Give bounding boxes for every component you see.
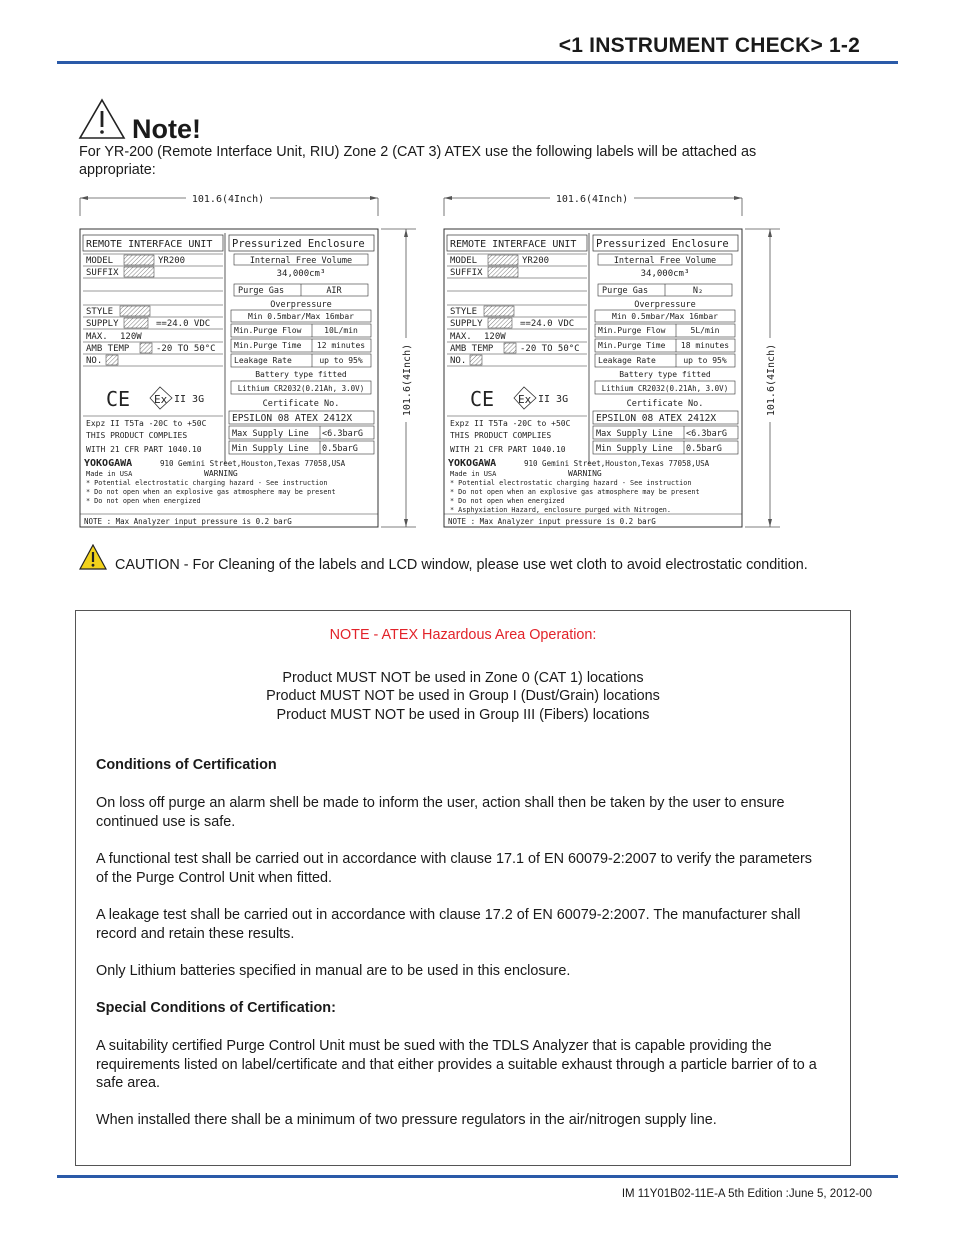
svg-text:0.5barG: 0.5barG [322, 444, 358, 454]
svg-text:==24.0 VDC: ==24.0 VDC [520, 319, 575, 329]
svg-text:Internal Free Volume: Internal Free Volume [613, 256, 717, 266]
svg-text:SUFFIX: SUFFIX [450, 268, 483, 278]
svg-text:Certificate No.: Certificate No. [262, 399, 340, 409]
svg-text:Pressurized Enclosure: Pressurized Enclosure [232, 238, 365, 250]
note-text: For YR-200 (Remote Interface Unit, RIU) Zone 2 (CAT 3) ATEX use the following labels will be attached as appropriate: [79, 144, 757, 178]
svg-text:Battery type fitted: Battery type fitted [255, 370, 347, 379]
svg-text:Min 0.5mbar/Max 16mbar: Min 0.5mbar/Max 16mbar [248, 312, 354, 321]
svg-text:AMB TEMP: AMB TEMP [450, 344, 494, 354]
svg-text:MODEL: MODEL [86, 256, 114, 266]
svg-text:Overpressure: Overpressure [634, 300, 696, 310]
svg-text:Min.Purge Time: Min.Purge Time [598, 341, 666, 350]
page-header-title: <1 INSTRUMENT CHECK> 1-2 [558, 34, 860, 57]
svg-text:Made in USA: Made in USA [86, 470, 133, 478]
atex-line-1: Product MUST NOT be used in Zone 0 (CAT 1) locations [282, 670, 644, 686]
svg-text:II 3G: II 3G [174, 394, 205, 405]
svg-text:==24.0 VDC: ==24.0 VDC [156, 319, 211, 329]
label-dimension-side: 101.6(4Inch) [402, 343, 413, 417]
svg-text:MODEL: MODEL [450, 256, 478, 266]
label-unit: REMOTE INTERFACE UNIT [86, 239, 213, 250]
svg-text:STYLE: STYLE [450, 307, 478, 317]
svg-text:Ex: Ex [518, 393, 532, 406]
svg-text:EPSILON 08 ATEX 2412X: EPSILON 08 ATEX 2412X [596, 413, 717, 424]
svg-text:Lithium CR2032(0.21Ah, 3.0V): Lithium CR2032(0.21Ah, 3.0V) [601, 384, 729, 393]
svg-text:* Potential electrostatic char: * Potential electrostatic charging hazard - See instruction [86, 479, 328, 487]
svg-text:SUPPLY: SUPPLY [86, 319, 119, 329]
svg-text:Min Supply Line: Min Supply Line [596, 444, 673, 454]
svg-text:Expz II T5Ta -20C to +50C: Expz II T5Ta -20C to +50C [450, 419, 571, 428]
svg-text:up to 95%: up to 95% [683, 356, 727, 365]
svg-text:120W: 120W [484, 332, 506, 342]
note-heading: Note! [132, 114, 201, 144]
atex-note-box [75, 610, 851, 1166]
svg-text:<6.3barG: <6.3barG [686, 429, 727, 439]
svg-text:* Do not open when an explosiv: * Do not open when an explosive gas atmosphere may be present [450, 488, 700, 496]
ce-mark-icon: CE [106, 387, 131, 411]
svg-text:Min 0.5mbar/Max 16mbar: Min 0.5mbar/Max 16mbar [612, 312, 718, 321]
svg-text:Battery type fitted: Battery type fitted [619, 370, 711, 379]
svg-text:YR200: YR200 [158, 256, 186, 266]
svg-text:Min Supply Line: Min Supply Line [232, 444, 309, 454]
svg-text:up to 95%: up to 95% [319, 356, 363, 365]
yokogawa-logo: YOKOGAWA [84, 458, 133, 469]
svg-text:Min.Purge Time: Min.Purge Time [234, 341, 302, 350]
atex-note-title: NOTE - ATEX Hazardous Area Operation: [329, 627, 597, 643]
caution-triangle-icon [79, 544, 107, 570]
condition-paragraph-3: A leakage test shall be carried out in accordance with clause 17.2 of EN 60079-2:2007. The manufacturer shall record and retain these results. [96, 907, 801, 942]
svg-text:-20 TO 50°C: -20 TO 50°C [156, 344, 216, 354]
svg-text:SUFFIX: SUFFIX [86, 268, 119, 278]
svg-text:CE: CE [470, 387, 495, 411]
svg-text:REMOTE INTERFACE UNIT: REMOTE INTERFACE UNIT [450, 239, 577, 250]
svg-text:YR200: YR200 [522, 256, 550, 266]
svg-text:910 Gemini Street,Houston,Texa: 910 Gemini Street,Houston,Texas 77058,USA [160, 459, 346, 468]
svg-text:WITH 21 CFR PART 1040.10: WITH 21 CFR PART 1040.10 [450, 445, 566, 454]
label-dimension-top: 101.6(4Inch) [191, 194, 265, 205]
svg-text:Leakage Rate: Leakage Rate [234, 356, 292, 365]
label-drawing-left [76, 188, 416, 530]
svg-text:WARNING: WARNING [568, 469, 602, 478]
special-paragraph-1: A suitability certified Purge Control Unit must be sued with the TDLS Analyzer that is capable providing the requirements listed on label/certificate and that either provides a suitable exhaust through a particle barrier of to a safe area. [96, 1038, 817, 1091]
condition-paragraph-2: A functional test shall be carried out in accordance with clause 17.1 of EN 60079-2:2007 to verify the parameters of the Purge Control Unit when fitted. [96, 851, 812, 886]
svg-text:II 3G: II 3G [538, 394, 569, 405]
svg-text:101.6(4Inch): 101.6(4Inch) [555, 194, 629, 205]
svg-text:-20 TO 50°C: -20 TO 50°C [520, 344, 580, 354]
svg-text:Purge Gas: Purge Gas [238, 286, 285, 296]
condition-paragraph-1: On loss off purge an alarm shell be made to inform the user, action shall then be taken by the user to ensure continued use is safe. [96, 795, 785, 830]
svg-text:5L/min: 5L/min [690, 326, 720, 335]
svg-text:* Do not open when an explosiv: * Do not open when an explosive gas atmosphere may be present [86, 488, 336, 496]
atex-line-3: Product MUST NOT be used in Group III (Fibers) locations [276, 707, 650, 723]
svg-text:Expz II T5Ta -20C to +50C: Expz II T5Ta -20C to +50C [86, 419, 207, 428]
svg-text:Made in USA: Made in USA [450, 470, 497, 478]
footer-rule [57, 1175, 898, 1178]
special-paragraph-2: When installed there shall be a minimum of two pressure regulators in the air/nitrogen supply line. [96, 1112, 717, 1128]
svg-text:Min.Purge Flow: Min.Purge Flow [234, 326, 302, 335]
svg-text:910 Gemini Street,Houston,Texa: 910 Gemini Street,Houston,Texas 77058,USA [524, 459, 710, 468]
svg-text:Lithium CR2032(0.21Ah, 3.0V): Lithium CR2032(0.21Ah, 3.0V) [237, 384, 365, 393]
header-rule [57, 61, 898, 64]
atex-line-2: Product MUST NOT be used in Group I (Dust/Grain) locations [266, 688, 660, 704]
svg-text:Purge Gas: Purge Gas [602, 286, 649, 296]
svg-text:NOTE : Max Analyzer input pres: NOTE : Max Analyzer input pressure is 0.2 barG [448, 517, 656, 526]
svg-text:N₂: N₂ [692, 286, 704, 296]
svg-text:Max Supply Line: Max Supply Line [596, 429, 673, 439]
conditions-heading: Conditions of Certification [96, 757, 277, 773]
svg-text:* Do not open when energized: * Do not open when energized [450, 497, 565, 505]
svg-text:Min.Purge Flow: Min.Purge Flow [598, 326, 666, 335]
warning-triangle-icon [78, 98, 126, 140]
svg-text:WITH 21 CFR PART 1040.10: WITH 21 CFR PART 1040.10 [86, 445, 202, 454]
svg-text:Max Supply Line: Max Supply Line [232, 429, 309, 439]
svg-text:THIS PRODUCT COMPLIES: THIS PRODUCT COMPLIES [450, 431, 552, 440]
svg-text:Ex: Ex [154, 393, 168, 406]
caution-text: CAUTION - For Cleaning of the labels and LCD window, please use wet cloth to avoid electrostatic condition. [115, 557, 808, 573]
svg-text:AMB TEMP: AMB TEMP [86, 344, 130, 354]
svg-text:NO.: NO. [450, 356, 467, 366]
svg-text:Overpressure: Overpressure [270, 300, 332, 310]
svg-text:AIR: AIR [326, 286, 342, 296]
svg-text:Certificate No.: Certificate No. [626, 399, 704, 409]
svg-text:WARNING: WARNING [204, 469, 238, 478]
svg-text:18 minutes: 18 minutes [680, 341, 730, 350]
svg-text:101.6(4Inch): 101.6(4Inch) [766, 343, 777, 417]
svg-text:Leakage Rate: Leakage Rate [598, 356, 656, 365]
svg-text:NOTE : Max Analyzer input pres: NOTE : Max Analyzer input pressure is 0.2 barG [84, 517, 292, 526]
svg-text:STYLE: STYLE [86, 307, 114, 317]
svg-text:THIS PRODUCT COMPLIES: THIS PRODUCT COMPLIES [86, 431, 188, 440]
svg-text:Internal Free Volume: Internal Free Volume [249, 256, 353, 266]
label-drawing-right [440, 188, 780, 530]
svg-text:10L/min: 10L/min [324, 326, 358, 335]
svg-text:34,000cm³: 34,000cm³ [640, 269, 690, 279]
svg-text:* Potential electrostatic char: * Potential electrostatic charging hazard - See instruction [450, 479, 692, 487]
footer-doc-id: IM 11Y01B02-11E-A 5th Edition :June 5, 2012-00 [621, 1188, 872, 1200]
condition-paragraph-4: Only Lithium batteries specified in manual are to be used in this enclosure. [96, 963, 571, 979]
svg-text:NO.: NO. [86, 356, 103, 366]
svg-text:* Do not open when energized: * Do not open when energized [86, 497, 201, 505]
svg-text:0.5barG: 0.5barG [686, 444, 722, 454]
svg-text:* Asphyxiation Hazard, enclosu: * Asphyxiation Hazard, enclosure purged with Nitrogen. [450, 506, 671, 514]
svg-text:SUPPLY: SUPPLY [450, 319, 483, 329]
svg-text:EPSILON 08 ATEX 2412X: EPSILON 08 ATEX 2412X [232, 413, 353, 424]
svg-text:MAX.: MAX. [86, 332, 108, 342]
special-conditions-heading: Special Conditions of Certification: [96, 1000, 336, 1016]
svg-text:Pressurized Enclosure: Pressurized Enclosure [596, 238, 729, 250]
svg-text:120W: 120W [120, 332, 142, 342]
svg-text:<6.3barG: <6.3barG [322, 429, 363, 439]
svg-text:YOKOGAWA: YOKOGAWA [448, 458, 497, 469]
svg-text:MAX.: MAX. [450, 332, 472, 342]
svg-text:34,000cm³: 34,000cm³ [276, 269, 326, 279]
svg-text:12 minutes: 12 minutes [316, 341, 366, 350]
